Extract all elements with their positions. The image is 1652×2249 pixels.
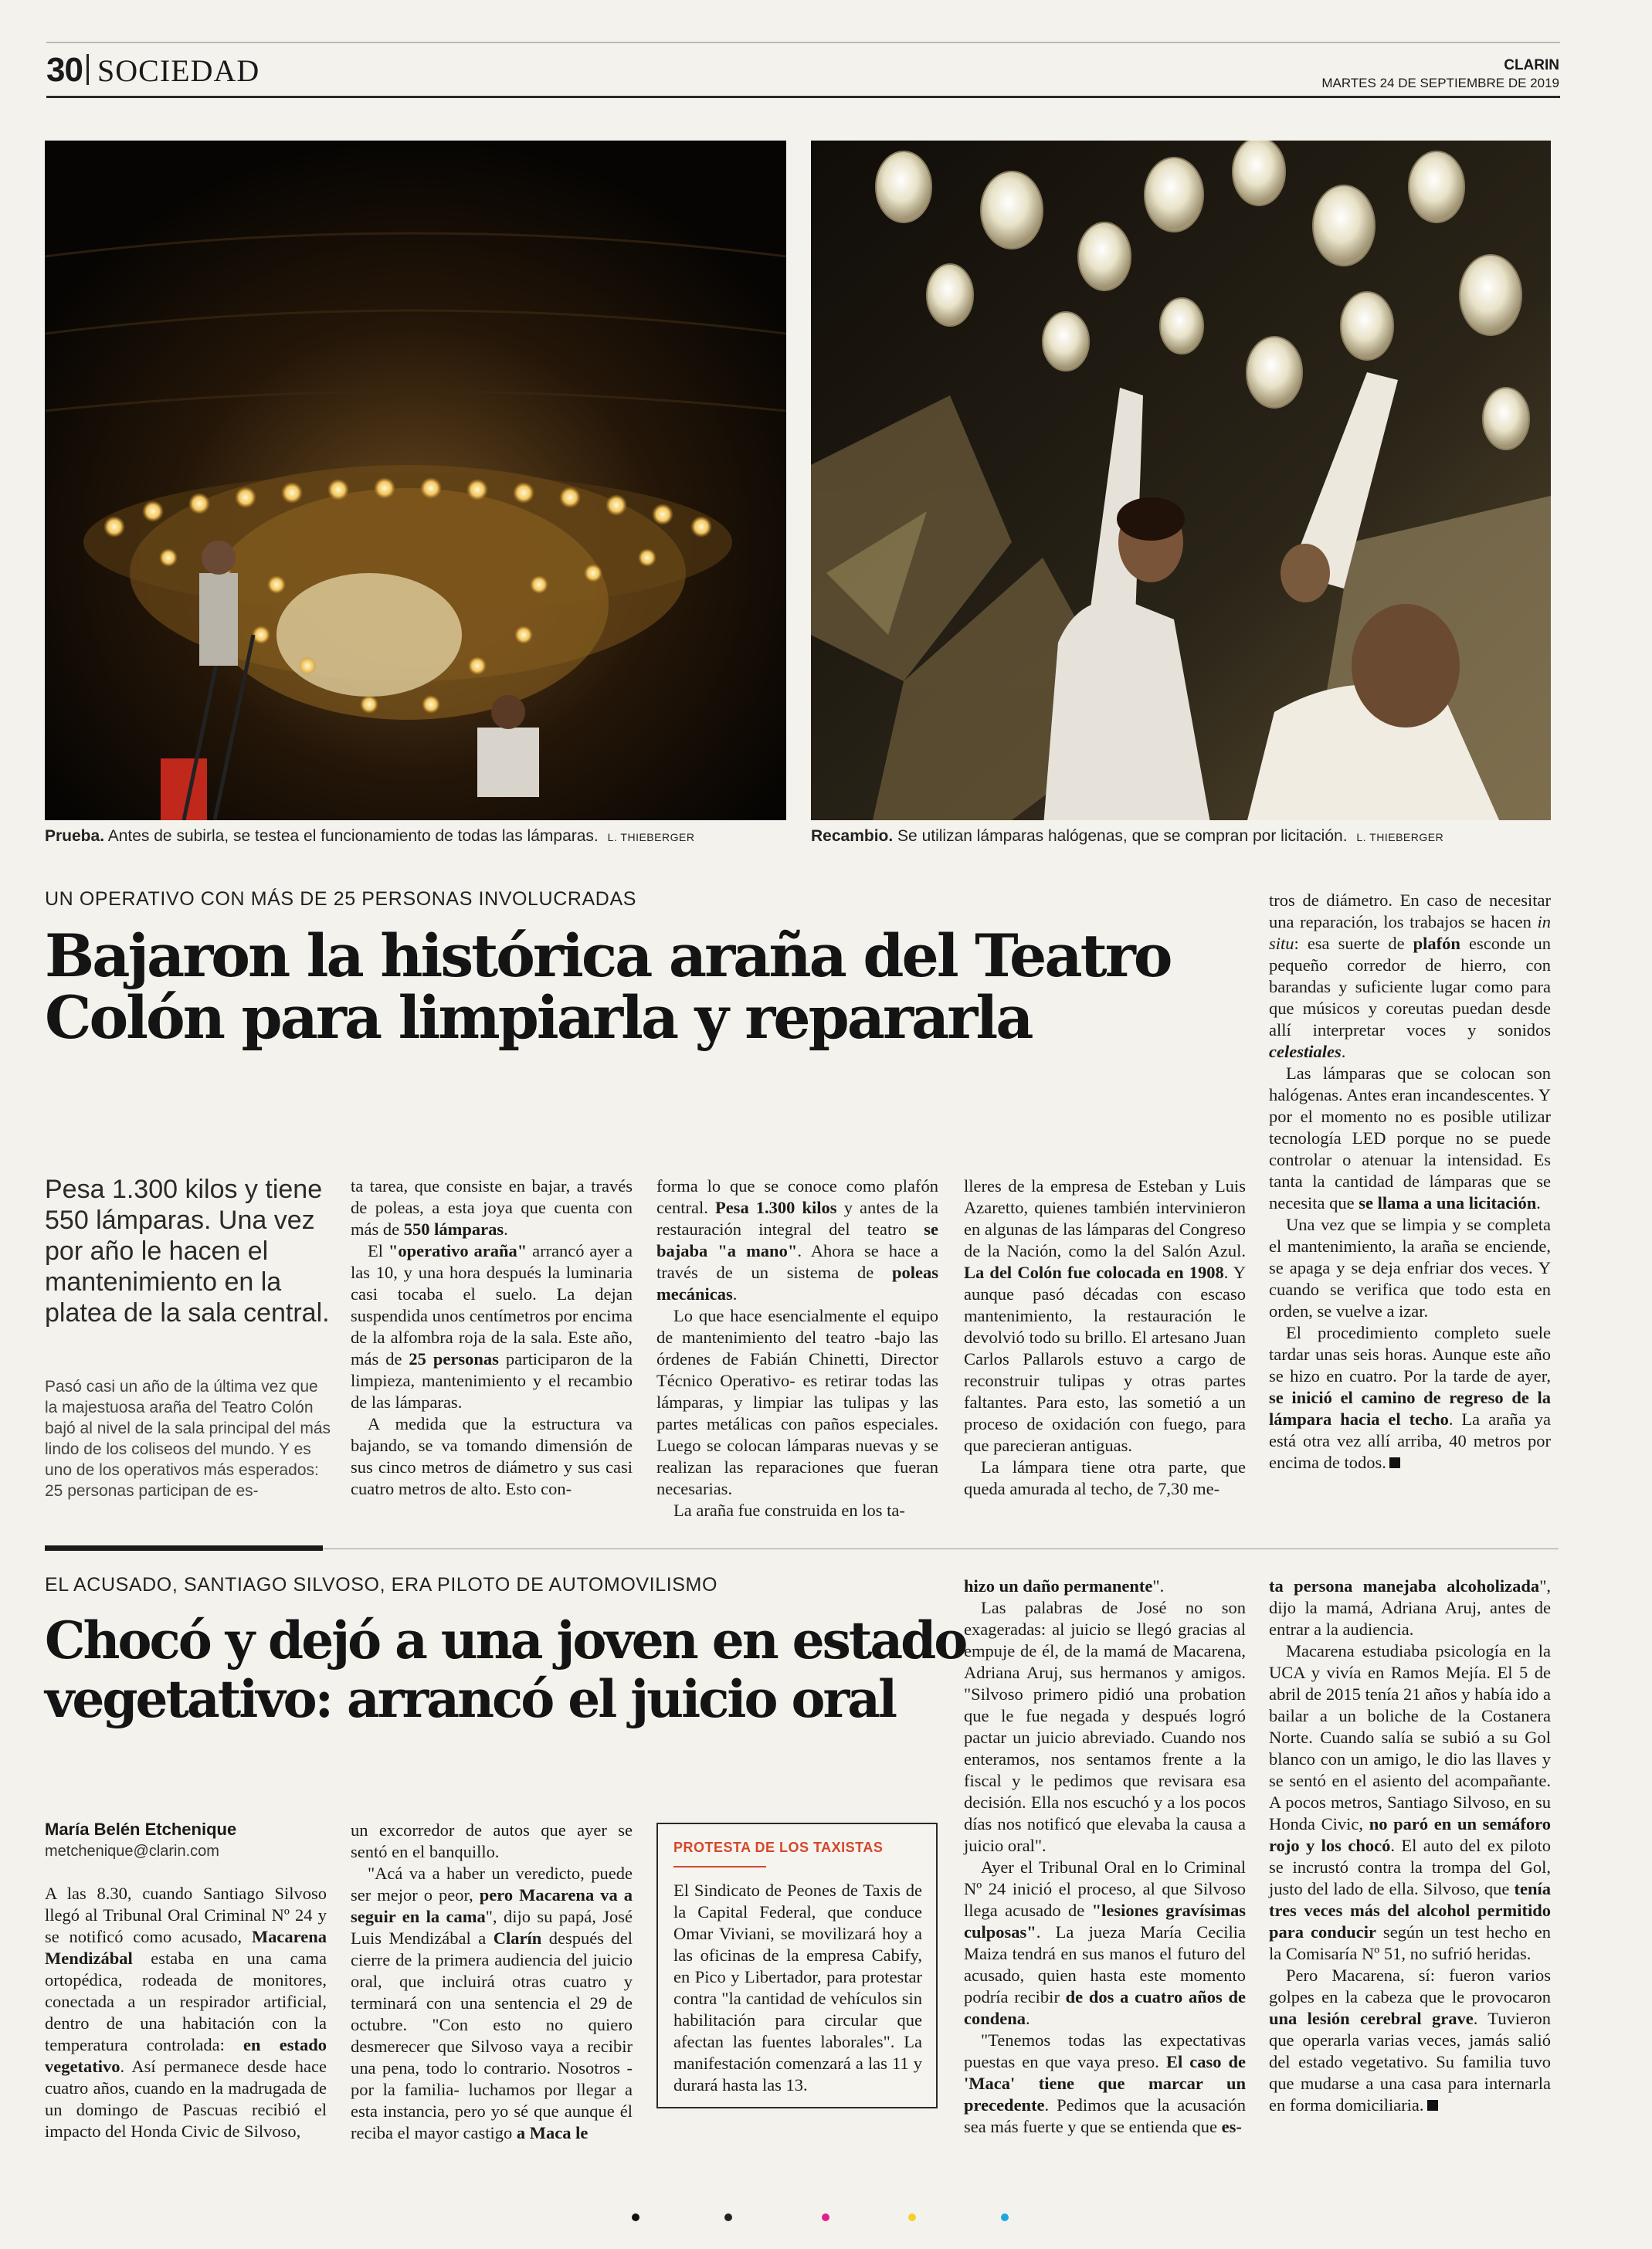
header-top-rule [46,42,1560,43]
photo-credit: L. THIEBERGER [1356,831,1444,843]
article2-headline: Chocó y dejó a una joven en estado vegetativo: arrancó el juicio oral [45,1610,966,1729]
article-separator-accent [45,1545,323,1551]
paragraph: un excorredor de autos que ayer se sentó en el banquillo. [351,1820,633,1861]
author-email[interactable]: metchenique@clarin.com [45,1843,219,1860]
article2-column-2 [351,1820,633,2144]
sidebar-box-taxi-protest [656,1823,938,2108]
paragraph: Lo que hace esencialmente el equipo de mantenimiento del teatro -bajo las órdenes de Fabián Chinetti, Director Técnico Operativo- es retirar todas las lámparas, y limpiar las tulipas y las partes metálicas con paños especiales. Luego se colocan lámparas nuevas y se realizan las reparaciones que fueran necesarias. [656,1306,938,1498]
paragraph: El procedimiento completo suele tardar unas seis horas. Aunque este año se hizo en cuatro. Por la tarde de ayer, se inició el camino de regreso de la lámpara hacia el techo. La araña ya está otra vez allí arriba, 40 metros por encima de todos. [1269,1323,1552,1472]
registration-dot-black [724,2213,732,2221]
end-mark [1389,1457,1400,1468]
caption-title: Recambio. [811,827,894,845]
paragraph: A medida que la estructura va bajando, se va tomando dimensión de sus cinco metros de diámetro y sus casi cuatro metros de alto. Esto con- [351,1414,633,1498]
photo-credit: L. THIEBERGER [607,831,695,843]
article1-lead: Pesa 1.300 kilos y tiene 550 lámparas. Una vez por año le hacen el mantenimiento en la platea de la sala central. [45,1175,330,1328]
paragraph: Una vez que se limpia y se completa el mantenimiento, la araña se enciende, se apaga y se deja enfriar dos veces. Y cuando se verifica que todo esta en orden, se vuelve a izar. [1269,1215,1551,1321]
sidebar-box-text: El Sindicato de Peones de Taxis de la Capital Federal, que conduce Omar Viviani, se movilizará hoy a las oficinas de la empresa Cabify, en Pico y Libertador, para protestar contra "la cantidad de vehículos sin habilitación para circular que afectan las fuentes laborales". La manifestación comenzará a las 11 y durará hasta las 13. [673,1881,922,2095]
paragraph: La araña fue construida en los ta- [673,1501,905,1520]
registration-dot-cyan [1001,2213,1009,2221]
article2-column-4 [964,1576,1246,2138]
paragraph: Las lámparas que se colocan son halógenas. Antes eran incandescentes. Y por el momento no es posible utilizar tecnología LED porque no se puede controlar o atenuar la intensidad. Es tanta la cantidad de lámparas que se necesita que se llama a una licitación. [1269,1063,1551,1213]
issue-date: MARTES 24 DE SEPTIEMBRE DE 2019 [1321,76,1559,90]
page-number: 30 [46,51,83,89]
paragraph: "Acá va a haber un veredicto, puede ser mejor o peor, pero Macarena va a seguir en la cama", dijo su papá, José Luis Mendizábal a Clarín después del cierre de la primera audiencia del juicio oral, que incluirá otras cuatro y terminará con una sentencia el 29 de octubre. "Con esto no quiero desmerecer que Silvoso vaya a recibir una pena, todo lo contrario. Nosotros -por la familia- luchamos por llegar a esta instancia, pero yo sé que aunque él reciba el mayor castigo a Maca le [351,1864,633,2142]
sidebar-box-rule [673,1866,766,1867]
section-title: SOCIEDAD [97,53,260,88]
registration-dot-yellow [908,2213,916,2221]
caption-text: Antes de subirla, se testea el funcionamiento de todas las lámparas. [107,827,599,845]
article1-column-4 [964,1175,1246,1500]
photo-bulb-replacement [811,141,1551,820]
newspaper-name: CLARIN [1504,57,1559,73]
sidebar-box-title: PROTESTA DE LOS TAXISTAS [673,1840,884,1855]
paragraph: Macarena estudiaba psicología en la UCA y vivía en Ramos Mejía. El 5 de abril de 2015 tenía 21 años y había ido a bailar a un boliche de la Costanera Norte. Cuando salía se subió a su Gol blanco con un amigo, le dio las llaves y se sentó en el asiento del acompañante. A pocos metros, Santiago Silvoso, en su Honda Civic, no paró en un semáforo rojo y los chocó. El auto del ex piloto se incrustó contra la trompa del Gol, justo del lado de ella. Silvoso, que tenía tres veces más del alcohol permitido para conducir según un test hecho en la Comisaría Nº 51, no sufrió heridas. [1269,1641,1551,1963]
article1-headline: Bajaron la histórica araña del Teatro Colón para limpiarla y repararla [45,921,1171,1052]
paragraph: ta persona manejaba alcoholizada", dijo la mamá, Adriana Aruj, antes de entrar a la audiencia. [1269,1576,1551,1639]
article2-column-1 [45,1883,327,2142]
paragraph: La lámpara tiene otra parte, que queda amurada al techo, de 7,30 me- [964,1457,1246,1498]
end-mark [1427,2100,1438,2111]
paragraph: Ayer el Tribunal Oral en lo Criminal Nº 24 inició el proceso, al que Silvoso llega acusado de "lesiones gravísimas culposas". La jueza María Cecilia Maiza tendrá en sus manos el futuro del acusado, quien hasta este momento podría recibir de dos a cuatro años de condena. [964,1857,1246,2028]
paragraph: Pero Macarena, sí: fueron varios golpes en la cabeza que le provocaron una lesión cerebral grave. Tuvieron que operarla varias veces, jamás salió del estado vegetativo. Su familia tuvo que mudarse a una casa para internarla en forma domiciliaria. [1269,1966,1551,2115]
paragraph: ta tarea, que consiste en bajar, a través de poleas, a esta joya que cuenta con más de 550 lámparas. [351,1176,633,1239]
article1-kicker: UN OPERATIVO CON MÁS DE 25 PERSONAS INVOLUCRADAS [45,888,636,910]
photo-caption-1 [45,826,694,847]
author-byline: María Belén Etchenique [45,1820,237,1839]
registration-dot-magenta [822,2213,829,2221]
caption-title: Prueba. [45,827,105,845]
article1-column-3 [656,1175,938,1521]
registration-dot-black [632,2213,639,2221]
article1-column-5 [1269,890,1551,1474]
article2-column-5 [1269,1576,1551,2116]
chandelier-illustration [45,141,786,820]
caption-text: Se utilizan lámparas halógenas, que se compran por licitación. [897,827,1348,845]
paragraph: El "operativo araña" arrancó ayer a las 10, y una hora después la luminaria casi tocaba el suelo. La dejan suspendida unos centímetros por encima de la alfombra roja de la sala. Este año, más de 25 personas participaron de la limpieza, mantenimiento y el recambio de las lámparas. [351,1241,633,1412]
paragraph: hizo un daño permanente". [964,1576,1165,1596]
photo-caption-2 [811,826,1443,847]
header-bottom-rule [46,96,1560,98]
paragraph: tros de diámetro. En caso de necesitar una reparación, los trabajos se hacen in situ: esa suerte de plafón esconde un pequeño corredor de hierro, con barandas y suficiente lugar como para que músicos y coreutas puedan desde allí interpretar voces y sonidos celestiales. [1269,890,1551,1061]
paragraph: Las palabras de José no son exageradas: al juicio se llegó gracias al empuje de él, de la mamá de Macarena, Adriana Aruj, sus hermanos y amigos. "Silvoso primero pidió una probation que le fue negada y después logró pactar un juicio abreviado. Cuando nos enteramos, nos sentamos frente a la fiscal y le pedimos que revisara esa decisión. Ella nos escuchó y a los pocos días nos notificó que elevaba la causa a juicio oral". [964,1598,1246,1855]
photo-chandelier-test [45,141,786,820]
paragraph: A las 8.30, cuando Santiago Silvoso llegó al Tribunal Oral Criminal Nº 24 y se notificó como acusado, Macarena Mendizábal estaba en una cama ortopédica, rodeada de monitores, conectada a un respirador artificial, dentro de una habitación con la temperatura controlada: en estado vegetativo. Así permanece desde hace cuatro años, cuando en la madrugada de un domingo de Pascuas recibió el impacto del Honda Civic de Silvoso, [45,1884,327,2141]
article1-intro: Pasó casi un año de la última vez que la majestuosa araña del Teatro Colón bajó al nivel de la sala principal del más lindo de los coliseos del mundo. Y es uno de los operativos más esperados: 25 personas participan de es- [45,1378,331,1500]
header-separator [87,54,89,85]
article1-column-2 [351,1175,633,1500]
paragraph: forma lo que se conoce como plafón central. Pesa 1.300 kilos y antes de la restauración integral del teatro se bajaba "a mano". Ahora se hace a través de un sistema de poleas mecánicas. [656,1176,938,1304]
paragraph: lleres de la empresa de Esteban y Luis Azaretto, quienes también intervinieron en algunas de las lámparas del Congreso de la Nación, como la del Salón Azul. La del Colón fue colocada en 1908. Y aunque pasó décadas con escaso mantenimiento, la restauración le devolvió todo su brillo. El artesano Juan Carlos Pallarols estuvo a cargo de reconstruir tulipas y otras partes faltantes. Para esto, las sometió a un proceso de oxidación con fuego, para que parecieran antiguas. [964,1176,1246,1455]
article2-kicker: EL ACUSADO, SANTIAGO SILVOSO, ERA PILOTO DE AUTOMOVILISMO [45,1574,718,1596]
workers-illustration [811,141,1551,820]
paragraph: "Tenemos todas las expectativas puestas en que vaya preso. El caso de 'Maca' tiene que marcar un precedente. Pedimos que la acusación sea más fuerte y que se entienda que es- [964,2030,1246,2136]
